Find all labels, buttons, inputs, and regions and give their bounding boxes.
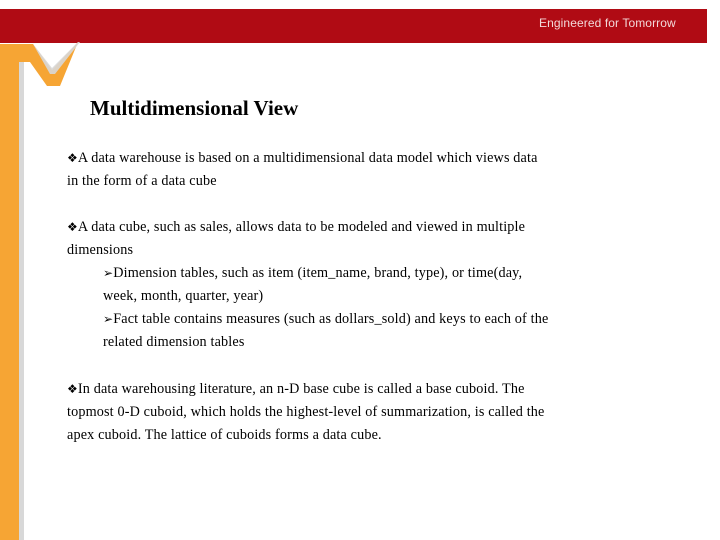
bullet-2-line-1: ❖A data cube, such as sales, allows data to be modeled and viewed in multiple [67,219,526,235]
subitem-2 [103,308,548,354]
diamond-bullet-icon: ❖ [67,382,78,396]
subitem-2-line-2: related dimension tables [103,334,245,350]
bullet-3-line-3: apex cuboid. The lattice of cuboids forms a data cube. [67,427,382,443]
subitem-1-line-1: ➢Dimension tables, such as item (item_name, brand, type), or time(day, [103,265,523,281]
bullet-2 [67,216,525,262]
bullet-3-line-1: ❖In data warehousing literature, an n-D base cube is called a base cuboid. The [67,381,525,397]
arrow-bullet-icon: ➢ [103,312,114,326]
arrow-bullet-icon: ➢ [103,266,114,280]
subitem-1 [103,262,522,308]
left-shadow-bar [19,46,24,540]
subitem-2-line-1: ➢Fact table contains measures (such as dollars_sold) and keys to each of the [103,311,549,327]
bullet-1-line-1: ❖A data warehouse is based on a multidimensional data model which views data [67,150,538,166]
slide-title: Multidimensional View [90,96,299,120]
diamond-bullet-icon: ❖ [67,151,78,165]
bullet-2-line-2: dimensions [67,242,134,258]
orange-accent-bar [0,42,78,540]
bullet-3 [67,378,544,447]
bullet-1 [67,147,538,193]
bullet-1-line-2: in the form of a data cube [67,173,217,189]
bullet-3-line-2: topmost 0-D cuboid, which holds the highest-level of summarization, is called the [67,404,545,420]
diamond-bullet-icon: ❖ [67,220,78,234]
header-tagline: Engineered for Tomorrow [539,16,676,30]
subitem-1-line-2: week, month, quarter, year) [103,288,264,304]
